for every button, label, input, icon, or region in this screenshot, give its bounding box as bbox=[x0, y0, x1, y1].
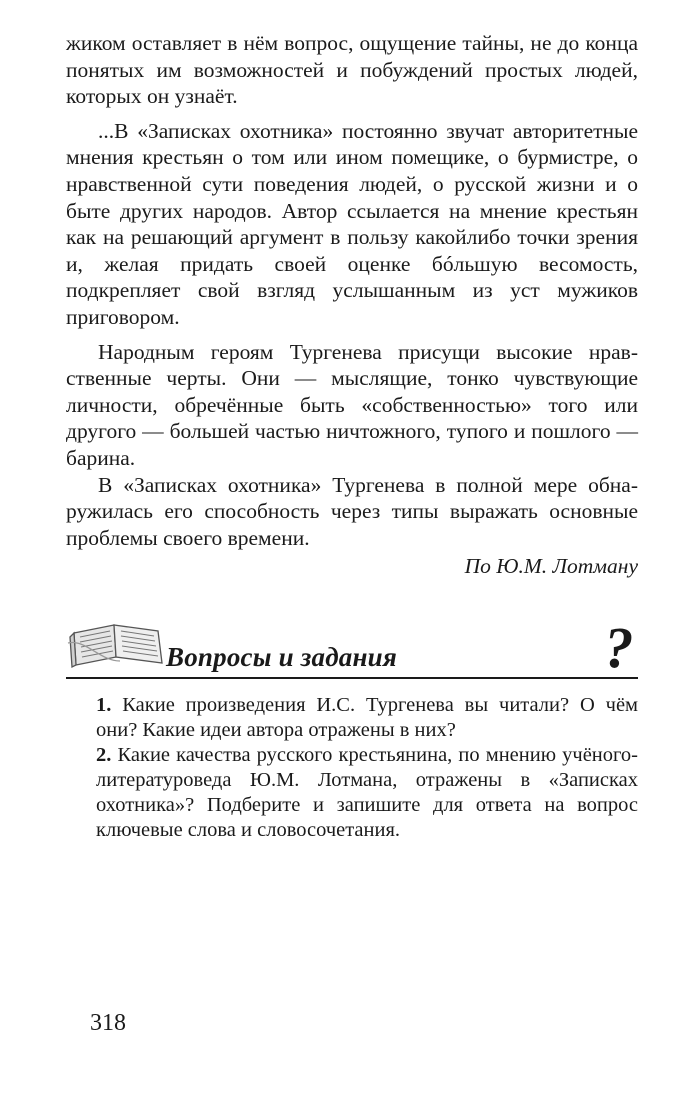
task-list bbox=[66, 693, 638, 843]
task-number: 1. bbox=[96, 694, 112, 717]
question-mark-icon bbox=[602, 617, 636, 673]
paragraph-conclusion: В «Записках охотника» Тургенева в полной мере обнаружилась его способность через типы выражать основные проблемы своего времени. bbox=[66, 472, 638, 550]
page-number: 318 bbox=[90, 1010, 126, 1036]
svg-text:?: ? bbox=[604, 617, 634, 674]
page-content bbox=[66, 30, 638, 843]
task-item bbox=[66, 693, 638, 743]
task-text: Какие качества русского крестьянина, по мнению учёного-литературоведа Ю.М. Лотмана, отражены в «Записках охотника»? Подберите и запишите для ответа на вопрос ключевые слова и словосочетания. bbox=[96, 744, 638, 842]
task-item bbox=[66, 743, 638, 843]
paragraph-moral-traits: Народным героям Тургенева присущи высокие нравственные черты. Они — мыслящие, тонко чувствующие личности, обречённые быть «собственностью» того или другого — большей частью ничтожного, тупого и пошлого — барина. bbox=[66, 339, 638, 470]
paragraph-continuation: жиком оставляет в нём вопрос, ощущение тайны, не до конца понятых им возможностей и побуждений простых людей, которых он узнаёт. bbox=[66, 31, 638, 109]
attribution: По Ю.М. Лотману bbox=[464, 554, 638, 579]
task-number: 2. bbox=[96, 744, 112, 767]
paragraph-peasant-opinions: ...В «Записках охотника» постоянно звучат авторитетные мнения крестьян о том или ином помещике, о бурмистре, о нравственной сути поведения людей, о русской жизни и о быте других народов. Автор ссылается на мнение крестьян как на решающий аргумент в пользу какойлибо точки зрения и, желая придать своей оценке бóльшую весомость, подкрепляет свой взгляд услышанным из уст мужиков приговором. bbox=[66, 118, 638, 329]
section-header bbox=[66, 615, 638, 679]
section-title: Вопросы и задания bbox=[166, 642, 398, 673]
task-text: Какие произведения И.С. Тургенева вы читали? О чём они? Какие идеи автора отражены в них? bbox=[96, 694, 639, 742]
open-book-icon bbox=[66, 617, 170, 669]
